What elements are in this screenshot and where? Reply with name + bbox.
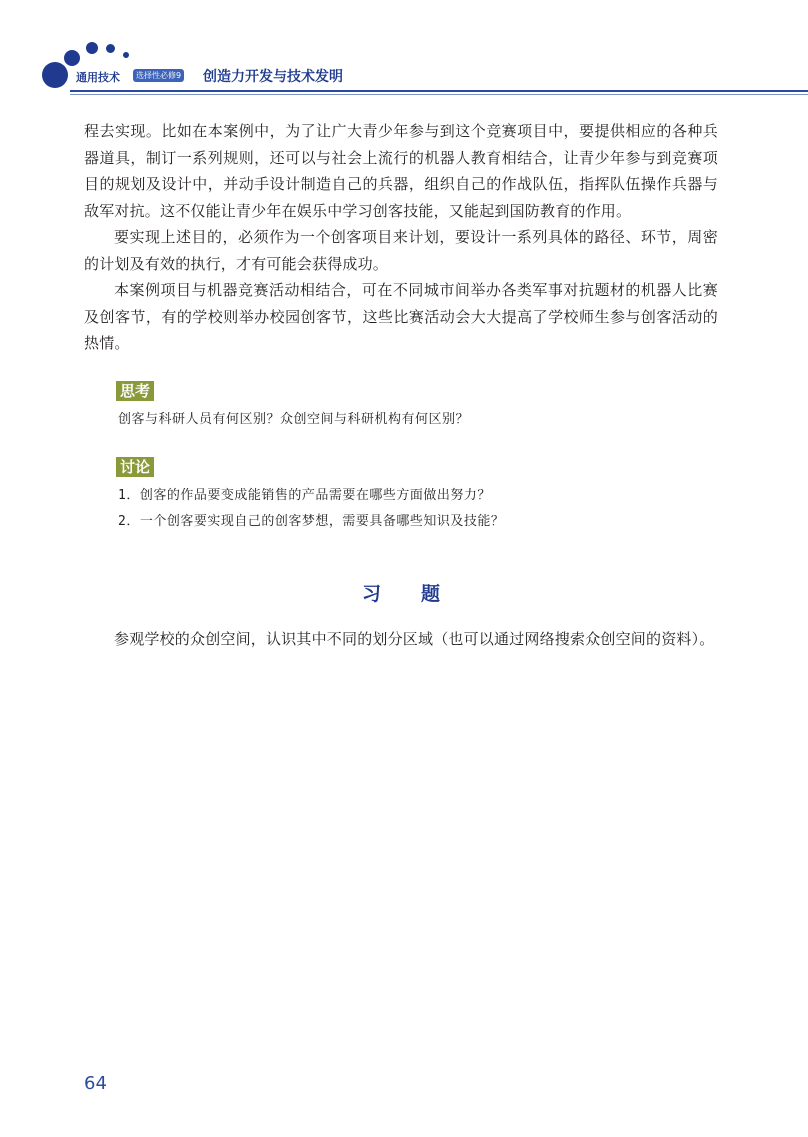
decor-dot-medium-2 [86,42,98,54]
discuss-item-1: 1．创客的作品要变成能销售的产品需要在哪些方面做出努力？ [118,487,491,503]
series-badge: 选择性必修9 [133,69,184,82]
body-paragraph-3: 本案例项目与机器竞赛活动相结合，可在不同城市间举办各类军事对抗题材的机器人比赛及创客节，有的学校则举办校园创客节，这些比赛活动会大大提高了学校师生参与创客活动的热情。 [84,281,718,352]
header-rule-thin [70,94,808,95]
decor-dot-large [42,62,68,88]
page-content [84,118,718,652]
decor-dot-medium [64,50,80,66]
think-label: 思考 [116,381,154,401]
decor-dot-small [106,44,115,53]
body-paragraph-2: 要实现上述目的，必须作为一个创客项目来计划，要设计一系列具体的路径、环节，周密的计划及有效的执行，才有可能会获得成功。 [84,228,718,273]
decor-dot-tiny [123,52,129,58]
page-header [0,0,808,100]
discuss-label: 讨论 [116,457,154,477]
exercise-title: 习题 [361,582,480,605]
chapter-title: 创造力开发与技术发明 [203,69,343,85]
page-number: 64 [84,1073,107,1094]
exercise-text: 参观学校的众创空间，认识其中不同的划分区域（也可以通过网络搜索众创空间的资料）。 [114,629,715,648]
think-question: 创客与科研人员有何区别？众创空间与科研机构有何区别？ [118,411,470,427]
body-paragraph-1: 程去实现。比如在本案例中，为了让广大青少年参与到这个竞赛项目中，要提供相应的各种兵器道具，制订一系列规则，还可以与社会上流行的机器人教育相结合，让青少年参与到竞赛项目的规划及设计中，并动手设计制造自己的兵器，组织自己的作战队伍，指挥队伍操作兵器与敌军对抗。这不仅能让青少年在娱乐中学习创客技能，又能起到国防教育的作用。 [84,122,718,220]
header-rule [70,90,808,92]
discuss-item-2: 2．一个创客要实现自己的创客梦想，需要具备哪些知识及技能？ [118,513,505,529]
discuss-section [84,457,718,535]
think-section [84,381,718,433]
series-label: 通用技术 [76,71,120,84]
